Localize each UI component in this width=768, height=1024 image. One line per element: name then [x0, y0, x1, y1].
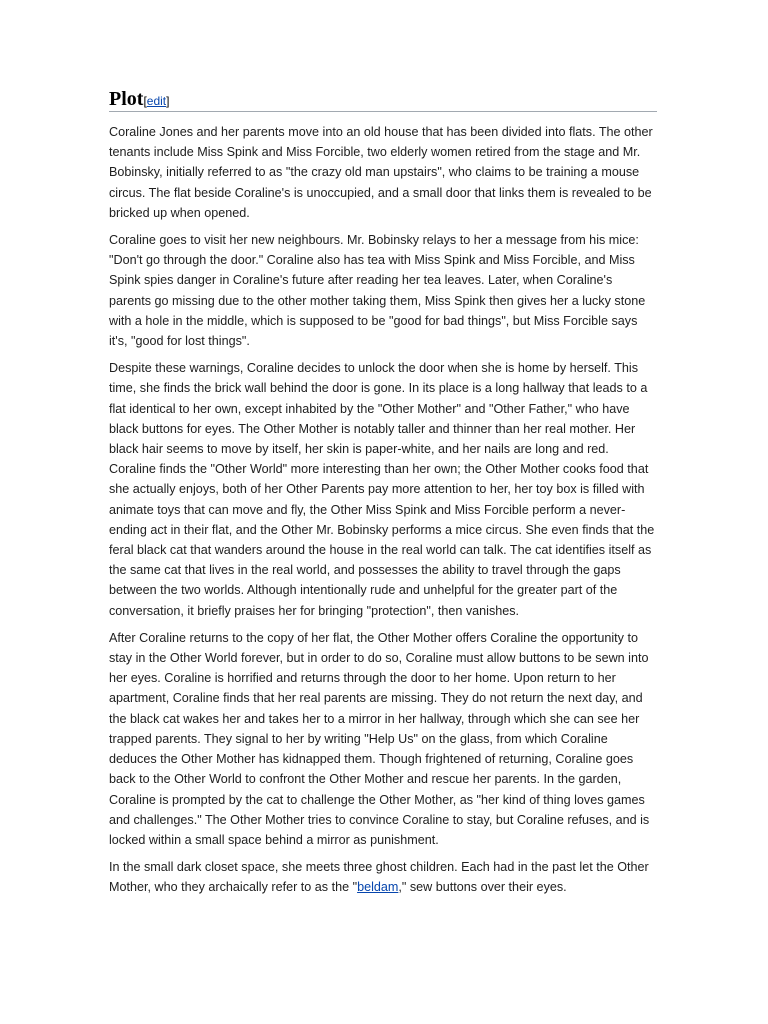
edit-section — [143, 94, 169, 108]
section-heading-row — [109, 88, 657, 112]
edit-bracket-open: [ — [143, 94, 147, 108]
paragraph-2: Coraline goes to visit her new neighbours. Mr. Bobinsky relays to her a message from his mice: "Don't go through the door." Coraline also has tea with Miss Spink and Miss Forcible, and Miss Spink spies danger in Coraline's future after reading her tea leaves. Later, when Coraline's parents go missing due to the other mother taking them, Miss Spink then gives her a lucky stone with a hole in the middle, which is supposed to be "good for bad things", but Miss Forcible says it's, "good for lost things". — [109, 233, 646, 349]
paragraph-1: Coraline Jones and her parents move into an old house that has been divided into flats. The other tenants include Miss Spink and Miss Forcible, two elderly women retired from the stage and Mr. Bobinsky, initially referred to as "the crazy old man upstairs", who claims to be training a mouse circus. The flat beside Coraline's is unoccupied, and a small door that links them is revealed to be bricked up when opened. — [109, 125, 653, 220]
paragraph-5-text-start: In the small dark closet space, she meets three ghost children. Each had in the past let the Other Mother, who they archaically refer to as the " — [109, 860, 649, 895]
section-title: Plot — [109, 88, 144, 110]
edit-link[interactable]: edit — [146, 94, 167, 108]
beldam-link[interactable]: beldam — [357, 880, 399, 895]
paragraph-4: After Coraline returns to the copy of her flat, the Other Mother offers Coraline the opportunity to stay in the Other World forever, but in order to do so, Coraline must allow buttons to be sewn into her eyes. Coraline is horrified and returns through the door to her home. Upon return to her apartment, Coraline finds that her real parents are missing. They do not return the next day, and the black cat wakes her and takes her to a mirror in her hallway, through which she can see her trapped parents. They signal to her by writing "Help Us" on the glass, from which Coraline deduces the Other Mother has kidnapped them. Though frightened of returning, Coraline goes back to the Other World to confront the Other Mother and rescue her parents. In the garden, Coraline is prompted by the cat to challenge the Other Mother, as "her kind of thing loves games and challenges." The Other Mother tries to convince Coraline to stay, but Coraline refuses, and is locked within a small space behind a mirror as punishment. — [109, 630, 650, 847]
paragraph-3: Despite these warnings, Coraline decides to unlock the door when she is home by herself. This time, she finds the brick wall behind the door is gone. In its place is a long hallway that leads to a flat identical to her own, except inhabited by the "Other Mother" and "Other Father," who have black buttons for eyes. The Other Mother is notably taller and thinner than her real mother. Her black hair seems to move by itself, her skin is paper-white, and her nails are long and red. Coraline finds the "Other World" more interesting than her own; the Other Mother cooks food that she actually enjoys, both of her Other Parents pay more attention to her, her toy box is filled with animate toys that can move and fly, the Other Miss Spink and Miss Forcible perform a never-ending act in their flat, and the Other Mr. Bobinsky performs a mice circus. She even finds that the feral black cat that wanders around the house in the real world can talk. The cat identifies itself as the same cat that lives in the real world, and possesses the ability to travel through the gaps between the two worlds. Although intentionally rude and unhelpful for the greater part of the conversation, it briefly praises her for bringing "protection", then vanishes. — [109, 361, 655, 618]
paragraph-5 — [109, 857, 657, 897]
edit-bracket-close: ] — [166, 94, 170, 108]
article-section — [109, 88, 657, 905]
paragraph-5-text-end: ," sew buttons over their eyes. — [398, 880, 567, 895]
